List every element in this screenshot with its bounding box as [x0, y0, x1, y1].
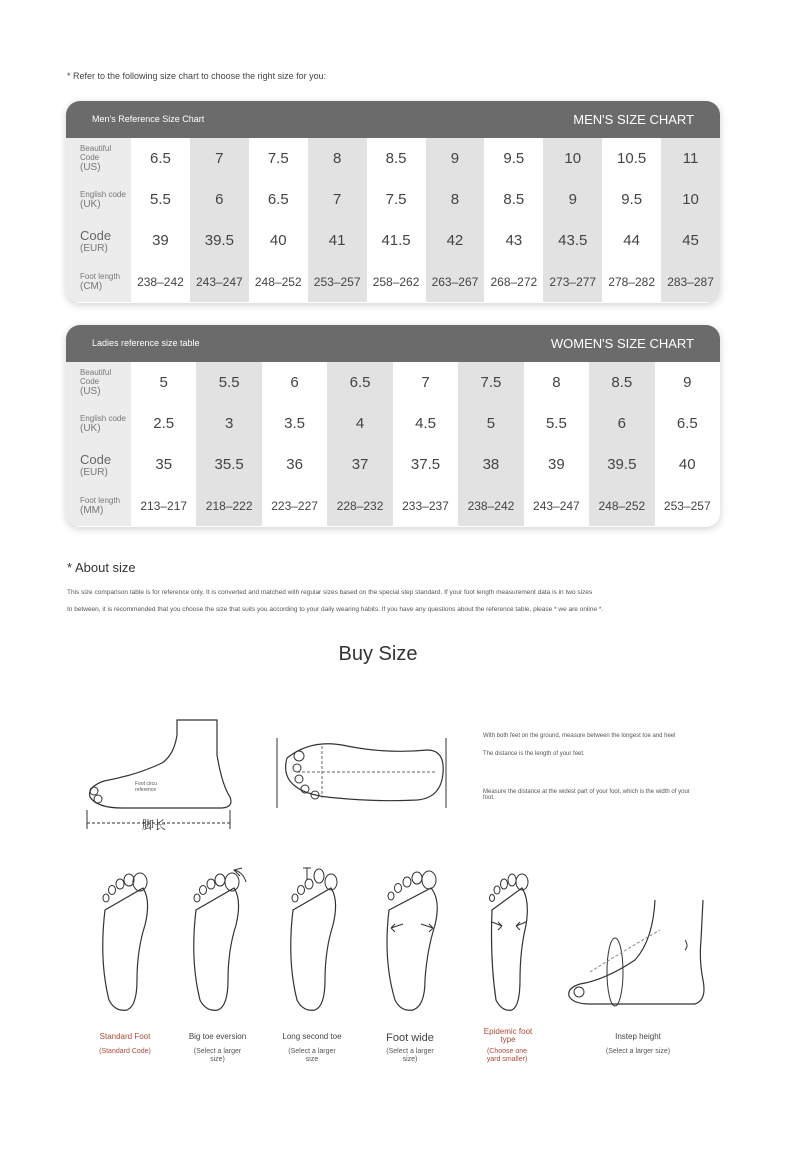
men-size-cell: 248–252	[249, 261, 308, 302]
men-size-cell: 44	[602, 220, 661, 261]
men-size-cell: 8.5	[367, 138, 426, 179]
men-size-cell: 9	[426, 138, 485, 179]
men-row-label-unit: (CM)	[80, 280, 103, 292]
men-size-cell: 268–272	[484, 261, 543, 302]
foot-sole-width-illustration	[277, 738, 447, 808]
women-row-label	[66, 362, 131, 403]
women-size-cell: 6	[589, 403, 654, 444]
big-toe-eversion-icon	[188, 866, 253, 1015]
men-chart-right-title: MEN'S SIZE CHART	[573, 112, 694, 127]
men-size-cell: 7.5	[249, 138, 308, 179]
women-size-cell: 4	[327, 403, 392, 444]
women-row-label-name: Foot length	[80, 495, 121, 505]
men-size-cell: 6.5	[131, 138, 190, 179]
men-chart-header	[66, 101, 720, 138]
men-row-label-unit: (US)	[80, 162, 101, 173]
long-second-toe-icon	[285, 866, 345, 1015]
women-size-cell: 8	[524, 362, 589, 403]
women-size-cell: 233–237	[393, 485, 458, 526]
women-size-chart	[66, 325, 720, 527]
women-size-cell: 238–242	[458, 485, 523, 526]
about-size-line-2: In between, it is recommended that you choose the size that suits you according to your daily wearing habits. If you have any questions about the reference table, please * we are online *.	[67, 606, 604, 613]
women-size-cell: 6.5	[327, 362, 392, 403]
men-size-cell: 9.5	[602, 179, 661, 220]
women-row-label-unit: (UK)	[80, 422, 101, 434]
foot-type-name: Foot wide	[386, 1032, 434, 1044]
men-row-label-name: Foot length	[80, 271, 121, 281]
men-size-cell: 41	[308, 220, 367, 261]
women-size-cell: 218–222	[196, 485, 261, 526]
about-size-line-1: This size comparison table is for reference only. It is converted and matched with regular sizes based on the special step standard. If your foot length measurement data is in two sizes	[67, 589, 593, 596]
men-size-cell: 253–257	[308, 261, 367, 302]
women-size-cell: 6	[262, 362, 327, 403]
women-size-cell: 243–247	[524, 485, 589, 526]
about-size-title: * About size	[67, 560, 136, 575]
women-size-cell: 8.5	[589, 362, 654, 403]
men-row-label-name: Beautiful Code	[80, 144, 112, 162]
women-row-label	[66, 444, 131, 485]
men-size-cell: 6.5	[249, 179, 308, 220]
men-size-cell: 7	[308, 179, 367, 220]
men-size-cell: 39	[131, 220, 190, 261]
men-size-cell: 10.5	[602, 138, 661, 179]
men-size-chart	[66, 101, 720, 303]
buy-size-title: Buy Size	[338, 643, 418, 665]
women-row-label-name: English code	[80, 413, 126, 423]
men-size-cell: 6	[190, 179, 249, 220]
measure-note-3: Measure the distance at the widest part of your foot, which is the width of your foot.	[483, 789, 690, 801]
measure-note-1: With both feet on the ground, measure between the longest toe and heel	[483, 733, 676, 739]
men-row-label	[66, 179, 131, 220]
men-row-label	[66, 138, 131, 179]
women-size-cell: 253–257	[655, 485, 720, 526]
men-size-cell: 8	[426, 179, 485, 220]
men-size-cell: 40	[249, 220, 308, 261]
women-size-cell: 3.5	[262, 403, 327, 444]
women-size-cell: 228–232	[327, 485, 392, 526]
foot-type-advice: (Standard Code)	[99, 1048, 151, 1055]
women-row-label-name: Beautiful Code	[80, 368, 112, 386]
foot-type-advice: (Select a larger size)	[386, 1048, 434, 1063]
men-row-label	[66, 220, 131, 261]
foot-wide-icon	[383, 866, 443, 1015]
foot-type-name: Standard Foot	[99, 1032, 151, 1041]
men-size-cell: 10	[543, 138, 602, 179]
men-size-cell: 273–277	[543, 261, 602, 302]
women-size-cell: 4.5	[393, 403, 458, 444]
foot-type-name: Big toe eversion	[188, 1032, 247, 1041]
women-row-label	[66, 485, 131, 526]
men-size-cell: 8.5	[484, 179, 543, 220]
men-size-cell: 10	[661, 179, 720, 220]
women-size-cell: 38	[458, 444, 523, 485]
foot-type-name: Instep height	[615, 1032, 661, 1041]
men-row-label-name: Code	[80, 227, 112, 243]
women-size-cell: 3	[196, 403, 261, 444]
women-size-cell: 248–252	[589, 485, 654, 526]
women-row-label	[66, 403, 131, 444]
women-size-cell: 5.5	[524, 403, 589, 444]
men-size-cell: 45	[661, 220, 720, 261]
women-size-cell: 9	[655, 362, 720, 403]
foot-type-name: Long second toe	[282, 1032, 342, 1041]
men-size-cell: 41.5	[367, 220, 426, 261]
men-size-cell: 9	[543, 179, 602, 220]
men-size-cell: 8	[308, 138, 367, 179]
women-size-cell: 40	[655, 444, 720, 485]
women-size-cell: 5	[131, 362, 196, 403]
men-size-cell: 278–282	[602, 261, 661, 302]
women-size-cell: 6.5	[655, 403, 720, 444]
men-size-cell: 7	[190, 138, 249, 179]
men-size-cell: 263–267	[426, 261, 485, 302]
foot-type-advice: (Choose one yard smaller)	[486, 1048, 528, 1063]
women-size-cell: 7	[393, 362, 458, 403]
women-row-label-name: Code	[80, 451, 112, 467]
women-size-cell: 36	[262, 444, 327, 485]
men-size-cell: 283–287	[661, 261, 720, 302]
foot-length-label: 脚长	[142, 818, 167, 832]
women-size-cell: 39	[524, 444, 589, 485]
epidemic-foot-type-icon	[484, 870, 534, 1015]
women-size-cell: 7.5	[458, 362, 523, 403]
women-size-cell: 5	[458, 403, 523, 444]
instep-height-icon	[565, 900, 710, 1010]
women-chart-right-title: WOMEN'S SIZE CHART	[550, 336, 694, 351]
foot-type-advice: (Select a larger size	[288, 1048, 336, 1063]
women-size-cell: 213–217	[131, 485, 196, 526]
women-size-cell: 2.5	[131, 403, 196, 444]
men-size-cell: 43	[484, 220, 543, 261]
women-size-table	[66, 362, 720, 526]
men-size-cell: 43.5	[543, 220, 602, 261]
women-row-label-unit: (MM)	[80, 504, 104, 516]
foot-circumference-label: Foot circu reference	[135, 781, 157, 793]
men-row-label-unit: (EUR)	[80, 242, 108, 254]
men-size-cell: 7.5	[367, 179, 426, 220]
women-size-cell: 39.5	[589, 444, 654, 485]
men-row-label-unit: (UK)	[80, 198, 101, 210]
men-size-table	[66, 138, 720, 302]
women-size-cell: 35	[131, 444, 196, 485]
men-size-cell: 243–247	[190, 261, 249, 302]
women-size-cell: 37.5	[393, 444, 458, 485]
women-row-label-unit: (EUR)	[80, 466, 108, 478]
men-chart-left-title: Men's Reference Size Chart	[92, 114, 205, 124]
women-chart-header	[66, 325, 720, 362]
men-size-cell: 11	[661, 138, 720, 179]
women-size-cell: 35.5	[196, 444, 261, 485]
foot-type-advice: (Select a larger size)	[193, 1048, 242, 1063]
women-size-cell: 37	[327, 444, 392, 485]
foot-type-advice: (Select a larger size)	[605, 1048, 671, 1055]
men-row-label-name: English code	[80, 189, 126, 199]
men-size-cell: 258–262	[367, 261, 426, 302]
women-row-label-unit: (US)	[80, 386, 101, 397]
standard-foot-icon	[95, 870, 155, 1015]
men-size-cell: 9.5	[484, 138, 543, 179]
men-size-cell: 238–242	[131, 261, 190, 302]
women-size-cell: 223–227	[262, 485, 327, 526]
men-size-cell: 39.5	[190, 220, 249, 261]
men-size-cell: 5.5	[131, 179, 190, 220]
women-chart-left-title: Ladies reference size table	[92, 338, 200, 348]
intro-text: * Refer to the following size chart to choose the right size for you:	[67, 71, 327, 81]
women-size-cell: 5.5	[196, 362, 261, 403]
measure-note-2: The distance is the length of your feet.	[483, 751, 585, 757]
foot-type-name: Epidemic foot type	[483, 1027, 533, 1044]
men-size-cell: 42	[426, 220, 485, 261]
men-row-label	[66, 261, 131, 302]
